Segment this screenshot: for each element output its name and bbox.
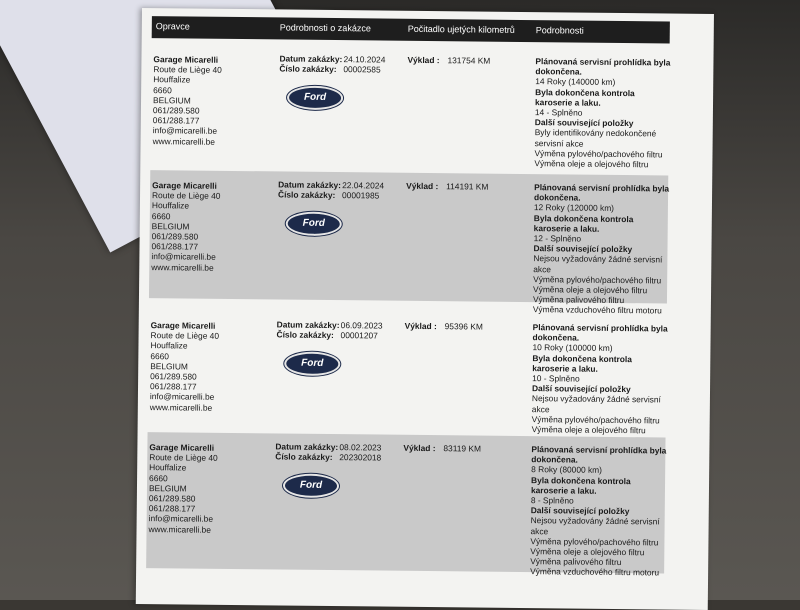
- service-detail-line: Výměna vzduchového filtru motoru: [532, 304, 662, 316]
- odometer-label: Výklad :: [404, 320, 437, 332]
- repairer-info-line: info@micarelli.be: [151, 251, 216, 263]
- service-detail-line: Výměna palivového filtru: [532, 294, 625, 306]
- service-detail-line: 14 Roky (140000 km): [535, 76, 616, 88]
- repairer-info: [153, 54, 222, 147]
- order-date-value: 08.02.2023: [339, 442, 382, 453]
- odometer-value: 95396 KM: [444, 321, 483, 332]
- order-date-value: 06.09.2023: [340, 320, 383, 331]
- repairer-info-line: BELGIUM: [148, 482, 187, 494]
- service-detail-line: dokončena.: [531, 454, 578, 465]
- service-detail-line: Další související položky: [530, 505, 630, 517]
- header-order-details: Podrobnosti o zakázce: [279, 22, 371, 34]
- service-detail-line: 10 Roky (100000 km): [532, 342, 613, 354]
- service-detail-line: Byla dokončena kontrola: [531, 474, 631, 486]
- service-detail-line: 12 Roky (120000 km): [533, 202, 615, 214]
- order-date-label: Datum zakázky:: [276, 319, 340, 331]
- repairer-info-line: Route de Liège 40: [149, 452, 218, 464]
- header-details: Podrobnosti: [535, 25, 584, 36]
- service-detail-line: karoserie a laku.: [532, 362, 598, 374]
- order-number-label: Číslo zakázky:: [276, 329, 334, 341]
- repairer-info-line: Route de Liège 40: [151, 190, 221, 202]
- service-detail-line: Další související položky: [533, 243, 633, 255]
- service-record: [146, 432, 667, 578]
- header-repairer: Opravce: [155, 21, 190, 32]
- repairer-info-line: BELGIUM: [151, 220, 190, 232]
- service-detail-line: karoserie a laku.: [534, 96, 601, 108]
- service-detail-line: Výměna vzduchového filtru motoru: [530, 566, 660, 578]
- service-record: [149, 170, 670, 316]
- service-detail-line: Plánovaná servisní prohlídka byla: [535, 56, 671, 68]
- service-record: [150, 44, 669, 169]
- service-detail-line: Plánovaná servisní prohlídka byla: [531, 444, 667, 456]
- repairer-info-line: 061/289.580: [148, 493, 196, 504]
- repairer-name: Garage Micarelli: [149, 442, 215, 453]
- odometer-value: 114191 KM: [446, 181, 489, 192]
- repairer-info-line: www.micarelli.be: [148, 523, 211, 535]
- repairer-info-line: Route de Liège 40: [150, 330, 220, 342]
- order-details: [275, 441, 381, 463]
- order-number-label: Číslo zakázky:: [278, 189, 336, 201]
- service-detail-line: Další související položky: [531, 383, 631, 395]
- service-detail-line: 12 - Splněno: [533, 233, 582, 244]
- service-detail-line: Nejsou vyžadovány žádné servisní: [531, 393, 661, 405]
- ford-logo-icon: Ford: [283, 474, 339, 499]
- service-detail-line: dokončena.: [535, 66, 582, 77]
- service-detail-line: Výměna pylového/pachového filtru: [531, 413, 660, 426]
- table-header: [152, 16, 670, 43]
- service-details: [533, 182, 669, 316]
- service-detail-line: Výměna oleje a olejového filtru: [531, 424, 646, 436]
- odometer-value: 83119 KM: [443, 443, 482, 454]
- order-number-value: 00002585: [343, 64, 381, 75]
- repairer-info-line: Houffalize: [151, 200, 190, 211]
- repairer-info-line: Route de Liège 40: [153, 64, 222, 76]
- repairer-info-line: 061/288.177: [152, 115, 200, 126]
- repairer-info-line: 6660: [153, 84, 172, 95]
- service-details: [532, 322, 668, 436]
- order-number-row: [275, 452, 381, 463]
- repairer-info: [151, 180, 220, 273]
- repairer-info-line: www.micarelli.be: [149, 401, 213, 413]
- order-date-value: 24.10.2024: [343, 54, 386, 65]
- repairer-info-line: Houffalize: [150, 340, 188, 351]
- repairer-info-line: 6660: [151, 210, 171, 221]
- service-detail-line: Další související položky: [534, 117, 634, 129]
- service-history-sheet: [136, 8, 714, 610]
- repairer-info-line: 061/289.580: [151, 231, 199, 242]
- ford-logo-icon: Ford: [287, 86, 343, 111]
- service-detail-line: Byla dokončena kontrola: [532, 352, 632, 364]
- repairer-info-line: info@micarelli.be: [149, 391, 215, 403]
- service-detail-line: Plánovaná servisní prohlídka byla: [532, 322, 668, 334]
- service-detail-line: akce: [531, 403, 550, 414]
- order-date-value: 22.04.2024: [342, 180, 385, 191]
- order-number-label: Číslo zakázky:: [279, 63, 337, 75]
- service-detail-line: dokončena.: [532, 332, 580, 343]
- order-date-label: Datum zakázky:: [275, 441, 339, 453]
- service-detail-line: servisní akce: [534, 137, 584, 149]
- odometer-reading: [407, 55, 490, 66]
- service-details: [530, 444, 666, 578]
- odometer-label: Výklad :: [406, 180, 439, 192]
- repairer-info-line: 061/289.580: [152, 105, 200, 116]
- service-record: [148, 310, 668, 436]
- order-number-value: 202302018: [339, 452, 382, 463]
- repairer-name: Garage Micarelli: [153, 54, 219, 65]
- service-detail-line: Výměna pylového/pachového filtru: [533, 273, 662, 286]
- service-detail-line: karoserie a laku.: [533, 222, 600, 234]
- service-detail-line: Výměna oleje a olejového filtru: [530, 546, 645, 558]
- service-detail-line: akce: [530, 525, 549, 536]
- service-detail-line: 10 - Splněno: [532, 373, 580, 384]
- ford-logo-icon: Ford: [284, 352, 340, 377]
- order-number-row: [277, 330, 383, 341]
- service-detail-line: Byla dokončena kontrola: [533, 212, 634, 224]
- service-detail-line: 8 Roky (80000 km): [531, 464, 602, 476]
- order-details: [278, 179, 384, 201]
- repairer-info-line: 061/288.177: [151, 241, 199, 252]
- order-number-value: 00001207: [340, 330, 378, 341]
- odometer-label: Výklad :: [403, 442, 436, 454]
- order-date-label: Datum zakázky:: [278, 179, 342, 191]
- order-number-row: [279, 64, 385, 75]
- repairer-info-line: BELGIUM: [150, 360, 189, 372]
- order-number-label: Číslo zakázky:: [275, 451, 333, 463]
- odometer-reading: [406, 181, 488, 192]
- repairer-info-line: Houffalize: [153, 74, 191, 85]
- service-detail-line: Nejsou vyžadovány žádné servisní: [530, 515, 660, 527]
- repairer-info: [150, 320, 219, 413]
- service-details: [534, 56, 670, 170]
- odometer-value: 131754 KM: [447, 55, 491, 66]
- order-number-value: 00001985: [341, 190, 380, 201]
- order-details: [279, 53, 385, 75]
- odometer-reading: [403, 443, 481, 454]
- repairer-info-line: 6660: [150, 350, 170, 361]
- repairer-info-line: info@micarelli.be: [152, 125, 218, 137]
- service-detail-line: 14 - Splněno: [534, 107, 583, 118]
- odometer-label: Výklad :: [407, 54, 440, 66]
- order-details: [277, 319, 383, 341]
- repairer-info-line: 061/288.177: [148, 503, 196, 514]
- service-detail-line: Nejsou vyžadovány žádné servisní: [533, 253, 663, 265]
- repairer-info-line: Houffalize: [149, 462, 187, 473]
- repairer-info: [148, 442, 217, 535]
- service-detail-line: dokončena.: [533, 192, 581, 203]
- repairer-info-line: 061/289.580: [150, 371, 197, 382]
- odometer-reading: [405, 321, 483, 332]
- service-detail-line: karoserie a laku.: [530, 484, 597, 496]
- order-date-label: Datum zakázky:: [279, 53, 343, 65]
- service-detail-line: Výměna oleje a olejového filtru: [533, 284, 648, 296]
- order-number-row: [278, 190, 384, 201]
- service-detail-line: Výměna palivového filtru: [530, 556, 622, 568]
- repairer-info-line: 061/288.177: [149, 381, 197, 392]
- service-detail-line: Výměna pylového/pachového filtru: [534, 147, 663, 160]
- service-detail-line: Výměna oleje a olejového filtru: [534, 158, 649, 170]
- repairer-name: Garage Micarelli: [152, 180, 217, 191]
- service-detail-line: Plánovaná servisní prohlídka byla: [534, 182, 670, 194]
- service-detail-line: 8 - Splněno: [530, 495, 574, 506]
- repairer-info-line: www.micarelli.be: [152, 135, 216, 147]
- repairer-info-line: info@micarelli.be: [148, 513, 214, 525]
- repairer-info-line: www.micarelli.be: [151, 261, 214, 273]
- service-detail-line: Výměna pylového/pachového filtru: [530, 535, 659, 548]
- service-detail-line: akce: [533, 263, 552, 274]
- service-detail-line: Byla dokončena kontrola: [535, 86, 635, 98]
- header-odometer: Počitadlo ujetých kilometrů: [407, 23, 515, 35]
- repairer-info-line: BELGIUM: [152, 94, 191, 106]
- service-detail-line: Byly identifikovány nedokončené: [534, 127, 657, 139]
- repairer-name: Garage Micarelli: [150, 320, 216, 331]
- ford-logo-icon: Ford: [286, 212, 342, 237]
- repairer-info-line: 6660: [149, 472, 168, 483]
